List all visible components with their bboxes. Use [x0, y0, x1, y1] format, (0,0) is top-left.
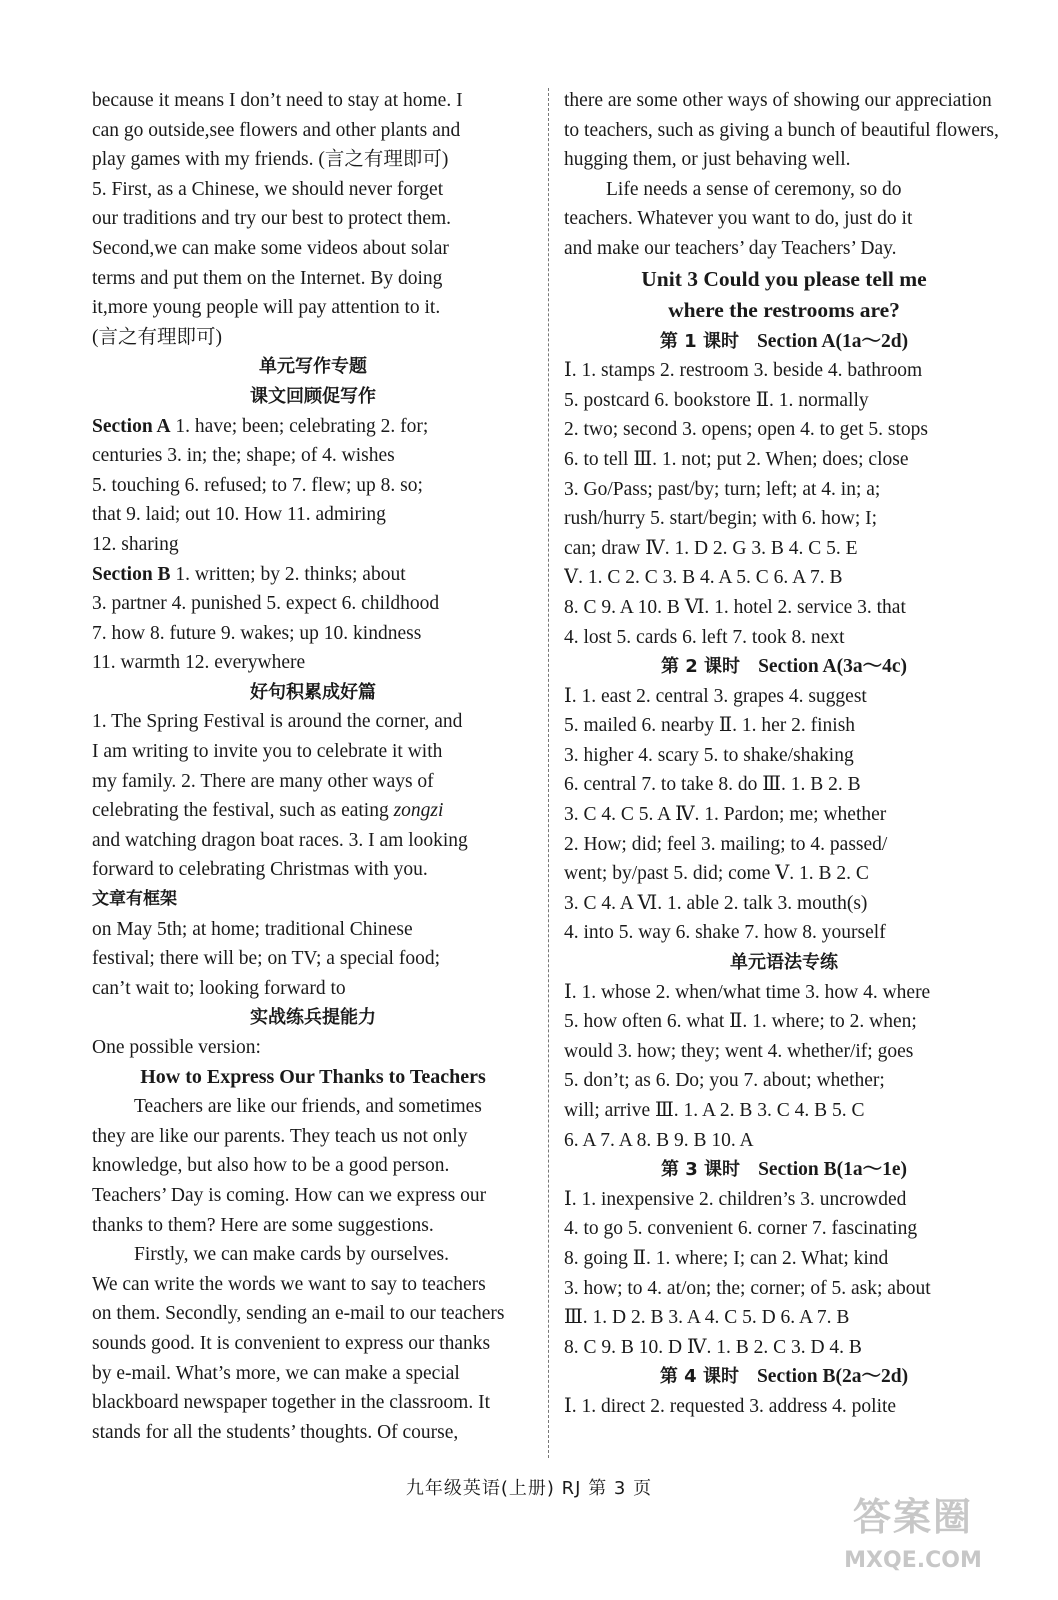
right-line [564, 204, 1004, 234]
right-line [564, 1155, 1004, 1185]
page-footer: 九年级英语(上册) RJ 第 3 页 [405, 1478, 653, 1499]
right-line [564, 1303, 1004, 1333]
right-line [564, 1007, 1004, 1037]
right-line [564, 86, 1004, 116]
left-line [92, 1122, 534, 1152]
right-line [564, 770, 1004, 800]
line-text: our traditions and try our best to protect them. [92, 208, 452, 230]
line-text: on them. Secondly, sending an e-mail to our teachers [92, 1303, 505, 1325]
line-text: Ⅰ. 1. inexpensive 2. children’s 3. uncrowded [564, 1188, 907, 1210]
line-text: would 3. how; they; went 4. whether/if; goes [564, 1040, 914, 1062]
line-text: 文章有框架 [92, 889, 177, 910]
left-line [92, 412, 534, 442]
left-column [92, 86, 534, 1447]
left-line [92, 1388, 534, 1418]
left-line [92, 1063, 534, 1093]
right-line [564, 1185, 1004, 1215]
line-text: will; arrive Ⅲ. 1. A 2. B 3. C 4. B 5. C [564, 1100, 865, 1121]
line-text: where the restrooms are? [668, 298, 900, 323]
left-line [92, 619, 534, 649]
line-text: 1. have; been; celebrating 2. for; [170, 415, 429, 437]
line-text: 3. how; to 4. at/on; the; corner; of 5. ask; about [564, 1277, 931, 1299]
section-tag: Section B [92, 563, 171, 585]
line-text: I am writing to invite you to celebrate it with [92, 741, 443, 763]
line-text: hugging them, or just behaving well. [564, 149, 851, 171]
line-text: that 9. laid; out 10. How 11. admiring [92, 504, 386, 526]
right-line [564, 1362, 1004, 1392]
line-text: 3. higher 4. scary 5. to shake/shaking [564, 744, 854, 766]
left-line [92, 500, 534, 530]
watermark-logo-text: 答案圈 [852, 1495, 973, 1539]
line-text: centuries 3. in; the; shape; of 4. wishes [92, 445, 395, 467]
right-line [564, 1333, 1004, 1363]
left-line [92, 974, 534, 1004]
line-text: 好句积累成好篇 [250, 681, 376, 703]
left-line [92, 855, 534, 885]
left-line [92, 826, 534, 856]
line-text: 5. don’t; as 6. Do; you 7. about; whether; [564, 1070, 885, 1092]
line-text: Section A(1a～2d) [756, 330, 909, 352]
line-text: 8. C 9. B 10. D Ⅳ. 1. B 2. C 3. D 4. B [564, 1336, 862, 1358]
right-line [564, 830, 1004, 860]
line-text: blackboard newspaper together in the classroom. It [92, 1392, 490, 1414]
left-line [92, 116, 534, 146]
right-line [564, 889, 1004, 919]
line-text: 8. going Ⅱ. 1. where; I; can 2. What; kind [564, 1247, 889, 1269]
right-line [564, 1214, 1004, 1244]
left-line [92, 707, 534, 737]
lesson-label: 第 1 课时 [659, 330, 739, 352]
left-line [92, 560, 534, 590]
left-line [92, 204, 534, 234]
right-line [564, 593, 1004, 623]
line-text: rush/hurry 5. start/begin; with 6. how; I; [564, 508, 878, 530]
right-line [564, 978, 1004, 1008]
line-text: sounds good. It is convenient to express our thanks [92, 1332, 491, 1354]
line-text: 5. touching 6. refused; to 7. flew; up 8. so; [92, 474, 423, 496]
line-text: 5. postcard 6. bookstore Ⅱ. 1. normally [564, 389, 869, 411]
left-line [92, 264, 534, 294]
line-text: 5. how often 6. what Ⅱ. 1. where; to 2. when; [564, 1011, 917, 1033]
line-text: Teachers’ Day is coming. How can we express our [92, 1184, 487, 1206]
left-line [92, 471, 534, 501]
right-column [564, 86, 1004, 1422]
line-text: Ⅲ. 1. D 2. B 3. A 4. C 5. D 6. A 7. B [564, 1307, 850, 1329]
left-line [92, 441, 534, 471]
left-line [92, 1359, 534, 1389]
line-text: festival; there will be; on TV; a special food; [92, 948, 441, 970]
right-line [564, 1274, 1004, 1304]
left-line [92, 323, 534, 353]
line-text: Section B(1a～1e) [758, 1159, 907, 1181]
line-text: forward to celebrating Christmas with you. [92, 859, 428, 881]
line-text: 4. lost 5. cards 6. left 7. took 8. next [564, 626, 845, 648]
left-line [92, 589, 534, 619]
left-line [92, 1181, 534, 1211]
left-line [92, 1299, 534, 1329]
right-line [564, 741, 1004, 771]
line-text: can go outside,see flowers and other plants and [92, 119, 461, 141]
right-line [564, 682, 1004, 712]
line-text: 6. central 7. to take 8. do Ⅲ. 1. B 2. B [564, 774, 861, 796]
line-text: 3. partner 4. punished 5. expect 6. childhood [92, 593, 440, 615]
right-line [564, 1244, 1004, 1274]
left-line [92, 145, 534, 175]
line-text: 1. The Spring Festival is around the corner, and [92, 711, 463, 733]
line-text: Ⅰ. 1. stamps 2. restroom 3. beside 4. bathroom [564, 360, 923, 382]
right-line [564, 1066, 1004, 1096]
line-text: We can write the words we want to say to teachers [92, 1273, 486, 1295]
right-line [564, 800, 1004, 830]
right-line [564, 1392, 1004, 1422]
left-line [92, 915, 534, 945]
left-line [92, 944, 534, 974]
right-line [564, 116, 1004, 146]
right-line [564, 918, 1004, 948]
left-line [92, 1092, 534, 1122]
left-line [92, 648, 534, 678]
section-tag: Section A [92, 415, 171, 437]
right-line [564, 295, 1004, 327]
line-text: by e-mail. What’s more, we can make a special [92, 1362, 460, 1384]
right-line [564, 1126, 1004, 1156]
left-line [92, 1240, 534, 1270]
left-line [92, 86, 534, 116]
left-line [92, 352, 534, 382]
left-line [92, 1211, 534, 1241]
line-text: Ⅴ. 1. C 2. C 3. B 4. A 5. C 6. A 7. B [564, 567, 843, 589]
line-text: (言之有理即可) [92, 326, 222, 348]
line-text: knowledge, but also how to be a good person. [92, 1155, 450, 1177]
line-text: can; draw Ⅳ. 1. D 2. G 3. B 4. C 5. E [564, 537, 858, 559]
line-text: can’t wait to; looking forward to [92, 977, 346, 999]
right-line [564, 1037, 1004, 1067]
right-line [564, 534, 1004, 564]
line-text: 3. Go/Pass; past/by; turn; left; at 4. in; a; [564, 478, 881, 500]
column-divider [548, 88, 549, 1458]
line-text: Teachers are like our friends, and sometimes [134, 1096, 482, 1118]
line-text: teachers. Whatever you want to do, just do it [564, 208, 913, 230]
left-line [92, 1418, 534, 1448]
right-line [564, 504, 1004, 534]
right-line [564, 652, 1004, 682]
line-text: because it means I don’t need to stay at home. I [92, 90, 463, 111]
right-line [564, 175, 1004, 205]
line-text: 6. A 7. A 8. B 9. B 10. A [564, 1129, 754, 1151]
line-text: 实战练兵提能力 [250, 1007, 376, 1029]
right-line [564, 264, 1004, 296]
right-line [564, 475, 1004, 505]
left-line [92, 678, 534, 708]
line-text: Section A(3a～4c) [758, 656, 907, 678]
line-text: 11. warmth 12. everywhere [92, 652, 306, 674]
line-text: 8. C 9. A 10. B Ⅵ. 1. hotel 2. service 3. that [564, 596, 906, 618]
left-line [92, 530, 534, 560]
line-text: One possible version: [92, 1037, 261, 1058]
right-line [564, 415, 1004, 445]
line-text: 6. to tell Ⅲ. 1. not; put 2. When; does; close [564, 448, 909, 470]
left-line [92, 234, 534, 264]
line-text: 2. How; did; feel 3. mailing; to 4. passed/ [564, 833, 888, 855]
right-line [564, 386, 1004, 416]
right-line [564, 234, 1004, 264]
right-line [564, 859, 1004, 889]
line-text: thanks to them? Here are some suggestions. [92, 1214, 434, 1236]
line-text: Unit 3 Could you please tell me [641, 266, 927, 291]
right-line [564, 145, 1004, 175]
line-text: 3. C 4. C 5. A Ⅳ. 1. Pardon; me; whether [564, 804, 887, 826]
line-text: How to Express Our Thanks to Teachers [140, 1065, 486, 1088]
left-line [92, 796, 534, 826]
line-text: my family. 2. There are many other ways of [92, 770, 434, 792]
line-text: Ⅰ. 1. direct 2. requested 3. address 4. polite [564, 1395, 897, 1417]
right-line [564, 948, 1004, 978]
line-text: went; by/past 5. did; come Ⅴ. 1. B 2. C [564, 863, 869, 885]
line-text: 单元写作专题 [259, 356, 367, 378]
line-text: stands for all the students’ thoughts. Of course, [92, 1421, 459, 1443]
line-text: 4. into 5. way 6. shake 7. how 8. yourself [564, 922, 886, 944]
line-text: terms and put them on the Internet. By doing [92, 267, 443, 289]
line-text: Second,we can make some videos about solar [92, 237, 449, 259]
line-text: 3. C 4. A Ⅵ. 1. able 2. talk 3. mouth(s) [564, 892, 868, 914]
right-line [564, 1096, 1004, 1126]
left-line [92, 175, 534, 205]
watermark-logo [818, 1488, 1008, 1592]
line-text: 2. two; second 3. opens; open 4. to get 5. stops [564, 419, 928, 441]
left-line [92, 1329, 534, 1359]
line-text: 5. mailed 6. nearby Ⅱ. 1. her 2. finish [564, 715, 856, 737]
right-line [564, 623, 1004, 653]
line-text: 4. to go 5. convenient 6. corner 7. fascinating [564, 1218, 918, 1240]
line-text: Firstly, we can make cards by ourselves. [134, 1244, 449, 1266]
right-line [564, 563, 1004, 593]
left-line [92, 1151, 534, 1181]
lesson-label: 第 4 课时 [659, 1366, 739, 1388]
left-line [92, 293, 534, 323]
line-text: and make our teachers’ day Teachers’ Day. [564, 237, 897, 259]
line-text: to teachers, such as giving a bunch of beautiful flowers, [564, 119, 999, 141]
left-line [92, 1270, 534, 1300]
right-line [564, 445, 1004, 475]
line-text: 课文回顾促写作 [250, 385, 376, 407]
line-text: it,more young people will pay attention to it. [92, 297, 441, 319]
left-line [92, 1003, 534, 1033]
italic-word: zongzi [393, 800, 444, 822]
line-text: on May 5th; at home; traditional Chinese [92, 918, 413, 940]
line-text: Ⅰ. 1. east 2. central 3. grapes 4. suggest [564, 685, 867, 707]
left-line [92, 1033, 534, 1063]
line-text: 1. written; by 2. thinks; about [170, 563, 406, 585]
right-line [564, 327, 1004, 357]
line-text: celebrating the festival, such as eating [92, 800, 394, 822]
line-text: Life needs a sense of ceremony, so do [606, 178, 902, 200]
line-text: 12. sharing [92, 533, 179, 555]
line-text: there are some other ways of showing our appreciation [564, 90, 992, 111]
right-line [564, 356, 1004, 386]
left-line [92, 382, 534, 412]
line-text: play games with my friends. (言之有理即可) [92, 149, 449, 171]
line-text: Section B(2a～2d) [756, 1366, 909, 1388]
left-line [92, 737, 534, 767]
lesson-label: 第 2 课时 [661, 656, 741, 678]
line-text: Ⅰ. 1. whose 2. when/what time 3. how 4. where [564, 981, 931, 1003]
left-line [92, 885, 534, 915]
lesson-label: 第 3 课时 [661, 1159, 741, 1181]
line-text: 5. First, as a Chinese, we should never forget [92, 178, 444, 200]
watermark-url: MXQE.COM [844, 1548, 982, 1573]
line-text: 7. how 8. future 9. wakes; up 10. kindness [92, 622, 422, 644]
line-text: and watching dragon boat races. 3. I am looking [92, 829, 468, 851]
line-text: they are like our parents. They teach us not only [92, 1125, 468, 1147]
left-line [92, 767, 534, 797]
right-line [564, 711, 1004, 741]
line-text: 单元语法专练 [730, 952, 838, 974]
